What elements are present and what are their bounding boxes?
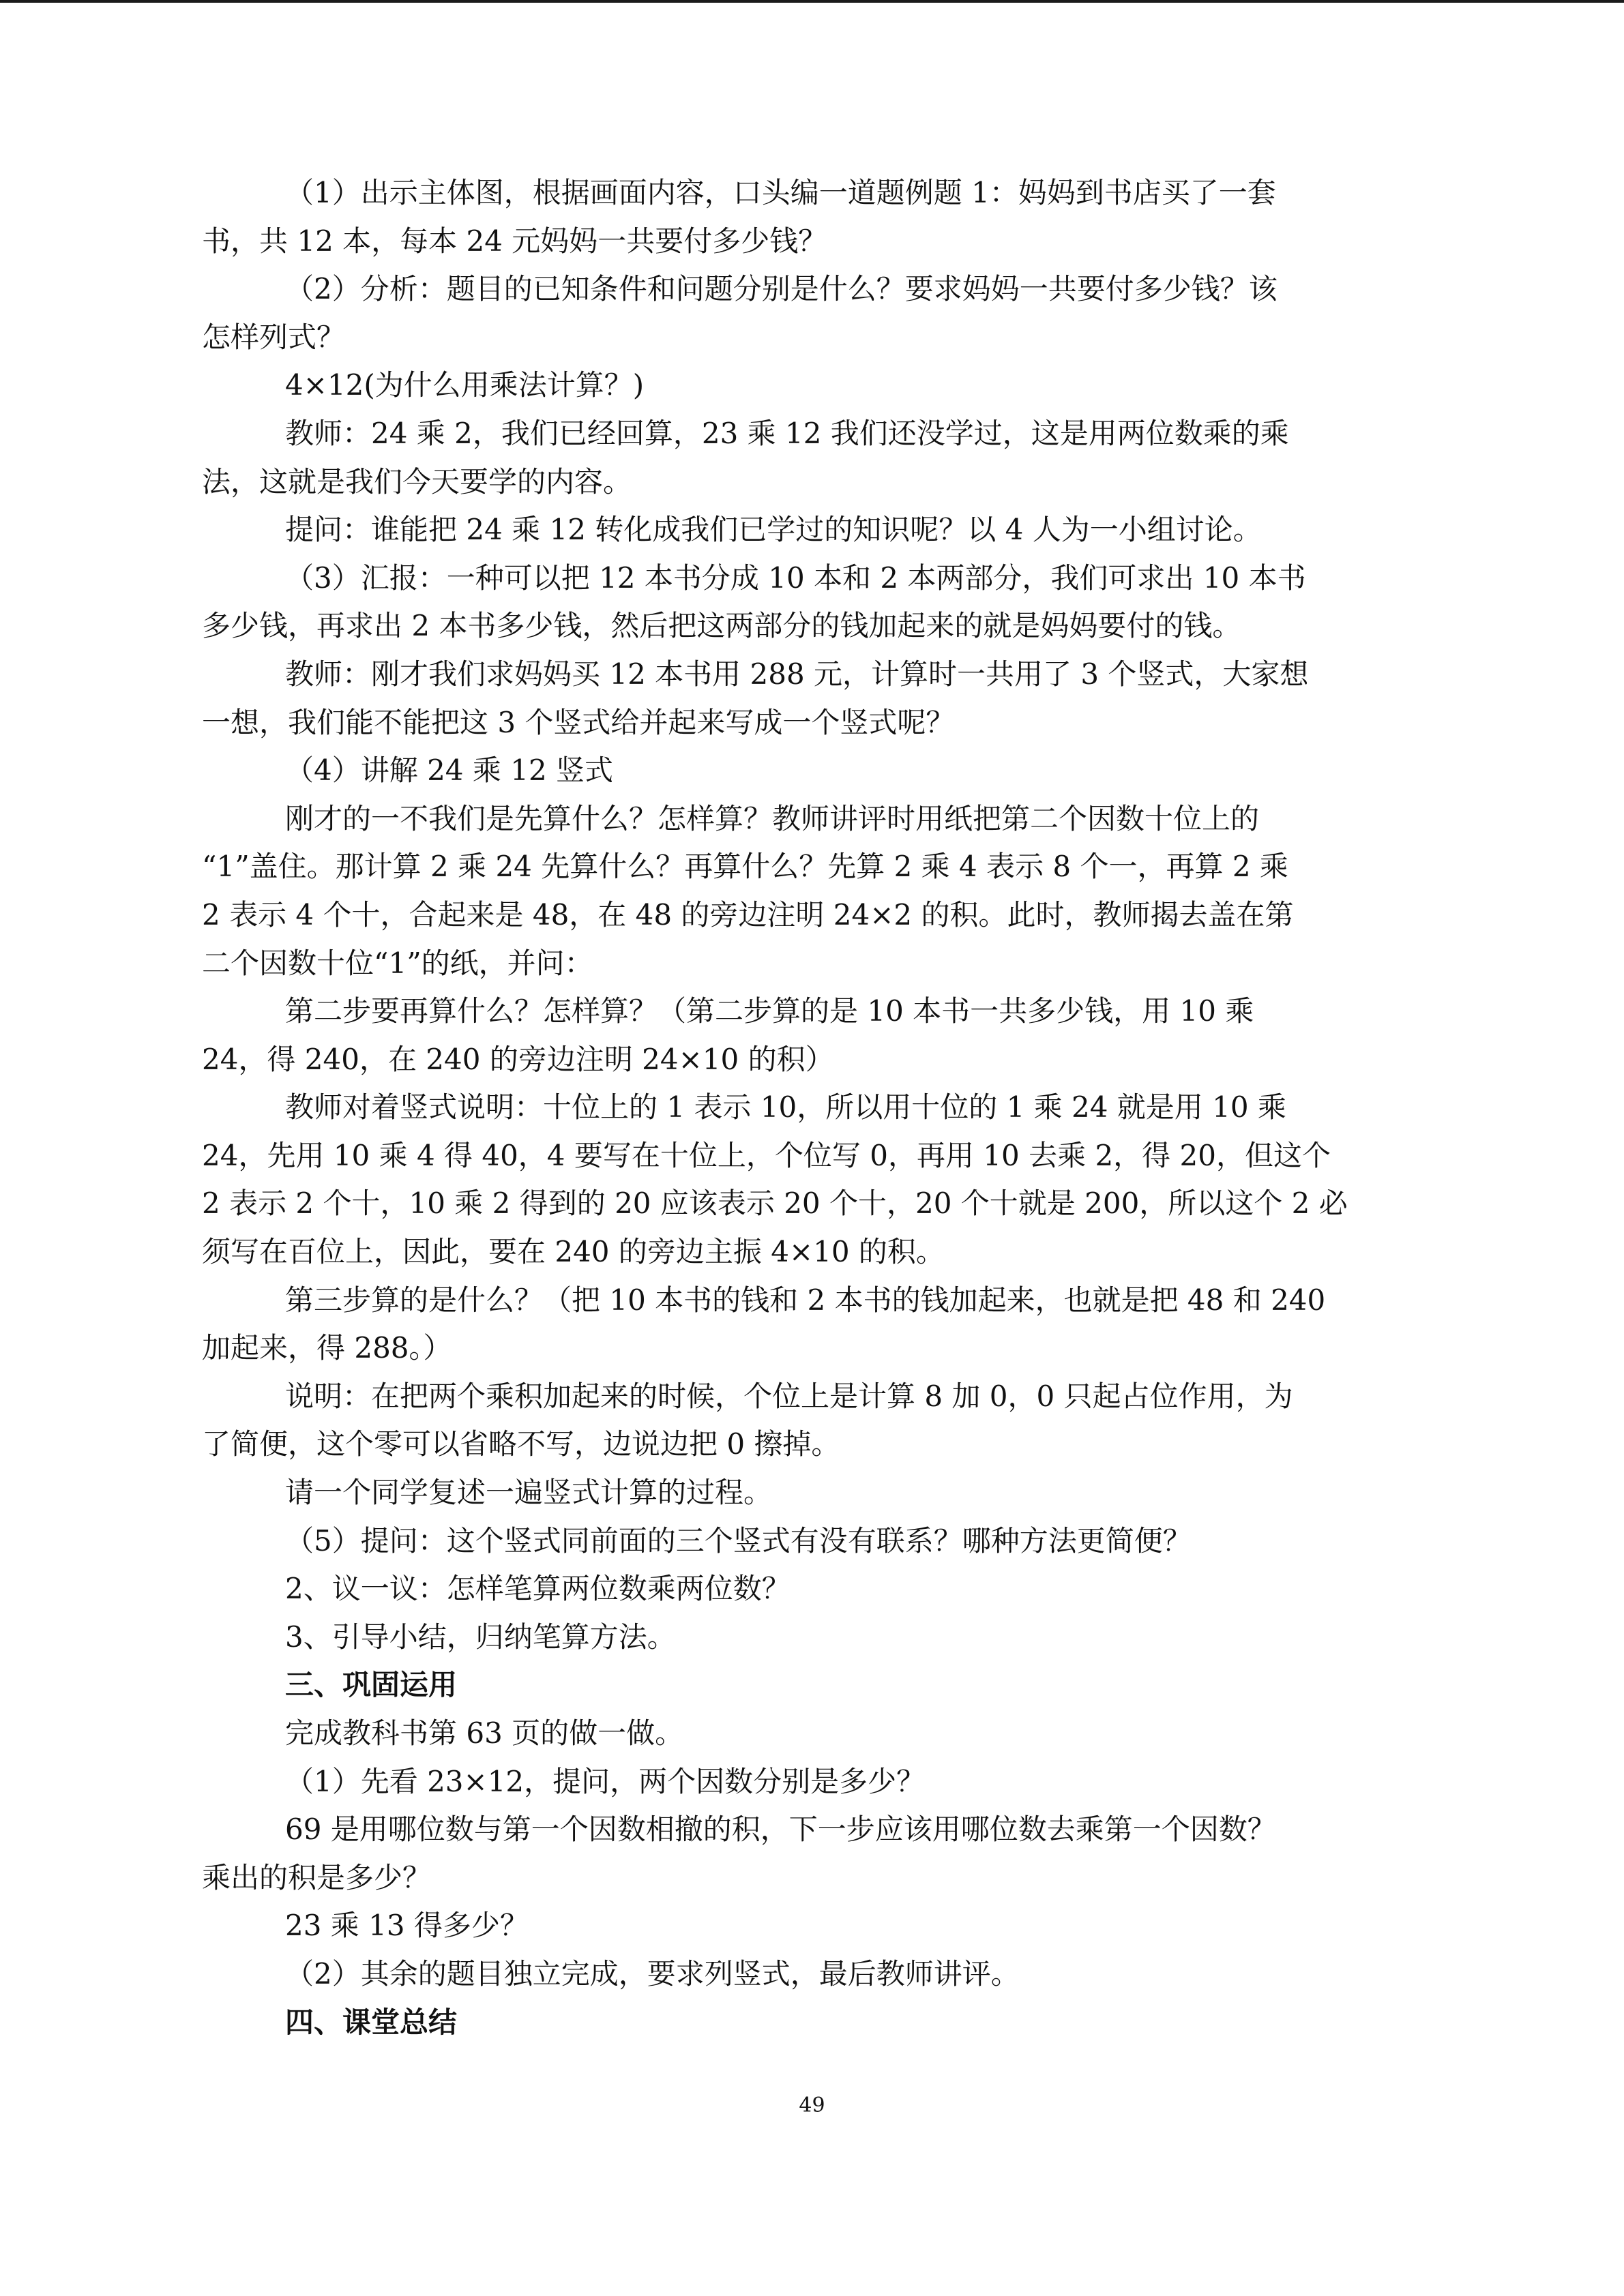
- text-line: 24，得 240，在 240 的旁边注明 24×10 的积）: [202, 1042, 834, 1076]
- text-line: 4×12(为什么用乘法计算？): [285, 368, 645, 402]
- section-heading: 三、巩固运用: [285, 1668, 458, 1702]
- text-line: 3、引导小结，归纳笔算方法。: [285, 1620, 676, 1654]
- text-line: （2）其余的题目独立完成，要求列竖式，最后教师讲评。: [285, 1956, 1020, 1991]
- text-line: （2）分析：题目的已知条件和问题分别是什么？要求妈妈一共要付多少钱？该: [285, 272, 1278, 306]
- text-line: 怎样列式？: [202, 320, 346, 354]
- text-line: 提问：谁能把 24 乘 12 转化成我们已学过的知识呢？以 4 人为一小组讨论。: [285, 513, 1262, 547]
- top-border-line: [0, 0, 1624, 3]
- text-line: （4）讲解 24 乘 12 竖式: [285, 754, 614, 788]
- text-line: （1）先看 23×12，提问，两个因数分别是多少？: [285, 1764, 926, 1798]
- text-line: 二个因数十位“1”的纸，并问：: [202, 946, 593, 980]
- text-line: 24，先用 10 乘 4 得 40，4 要写在十位上，个位写 0，再用 10 去乘 2，得 20，但这个: [202, 1138, 1331, 1172]
- text-line: 教师对着竖式说明：十位上的 1 表示 10，所以用十位的 1 乘 24 就是用 10 乘: [285, 1090, 1286, 1124]
- text-line: 第三步算的是什么？（把 10 本书的钱和 2 本书的钱加起来，也就是把 48 和 240: [285, 1283, 1326, 1317]
- text-line: （1）出示主体图，根据画面内容，口头编一道题例题 1：妈妈到书店买了一套: [285, 176, 1276, 209]
- text-line: 2 表示 4 个十，合起来是 48，在 48 的旁边注明 24×2 的积。此时，教师揭去盖在第: [202, 897, 1294, 931]
- text-line: 乘出的积是多少？: [202, 1860, 432, 1894]
- text-line: 第二步要再算什么？怎样算？（第二步算的是 10 本书一共多少钱，用 10 乘: [285, 994, 1254, 1028]
- text-line: 多少钱，再求出 2 本书多少钱，然后把这两部分的钱加起来的就是妈妈要付的钱。: [202, 609, 1241, 643]
- text-line: 须写在百位上，因此，要在 240 的旁边主振 4×10 的积。: [202, 1235, 945, 1269]
- text-line: 2 表示 2 个十，10 乘 2 得到的 20 应该表示 20 个十，20 个十就是 200，所以这个 2 必: [202, 1187, 1348, 1221]
- text-line: 刚才的一不我们是先算什么？怎样算？教师讲评时用纸把第二个因数十位上的: [285, 801, 1260, 835]
- text-line: 书，共 12 本，每本 24 元妈妈一共要付多少钱？: [202, 224, 827, 258]
- text-line: 69 是用哪位数与第一个因数相撤的积，下一步应该用哪位数去乘第一个因数？: [285, 1813, 1276, 1847]
- text-line: 一想，我们能不能把这 3 个竖式给并起来写成一个竖式呢？: [202, 705, 955, 739]
- text-line: 加起来，得 288。）: [202, 1331, 452, 1365]
- document-body: [202, 169, 1423, 2046]
- text-line: 2、议一议：怎样笔算两位数乘两位数？: [285, 1572, 791, 1606]
- page-number: 49: [799, 2093, 825, 2117]
- text-line: 23 乘 13 得多少？: [285, 1909, 529, 1943]
- text-line: 完成教科书第 63 页的做一做。: [285, 1716, 684, 1750]
- text-line: 了简便，这个零可以省略不写，边说边把 0 擦掉。: [202, 1427, 840, 1461]
- text-line: （3）汇报：一种可以把 12 本书分成 10 本和 2 本两部分，我们可求出 10 本书: [285, 561, 1306, 595]
- text-line: “1”盖住。那计算 2 乘 24 先算什么？再算什么？先算 2 乘 4 表示 8 个一，再算 2 乘: [202, 850, 1288, 884]
- text-line: 法，这就是我们今天要学的内容。: [202, 464, 632, 498]
- text-line: 教师：刚才我们求妈妈买 12 本书用 288 元，计算时一共用了 3 个竖式，大家想: [285, 657, 1309, 691]
- text-line: 请一个同学复述一遍竖式计算的过程。: [285, 1476, 773, 1510]
- section-heading: 四、课堂总结: [285, 2005, 458, 2039]
- text-line: 教师：24 乘 2，我们已经回算，23 乘 12 我们还没学过，这是用两位数乘的乘: [285, 416, 1289, 450]
- text-line: （5）提问：这个竖式同前面的三个竖式有没有联系？哪种方法更简便？: [285, 1523, 1192, 1557]
- text-line: 说明：在把两个乘积加起来的时候，个位上是计算 8 加 0，0 只起占位作用，为: [285, 1379, 1293, 1413]
